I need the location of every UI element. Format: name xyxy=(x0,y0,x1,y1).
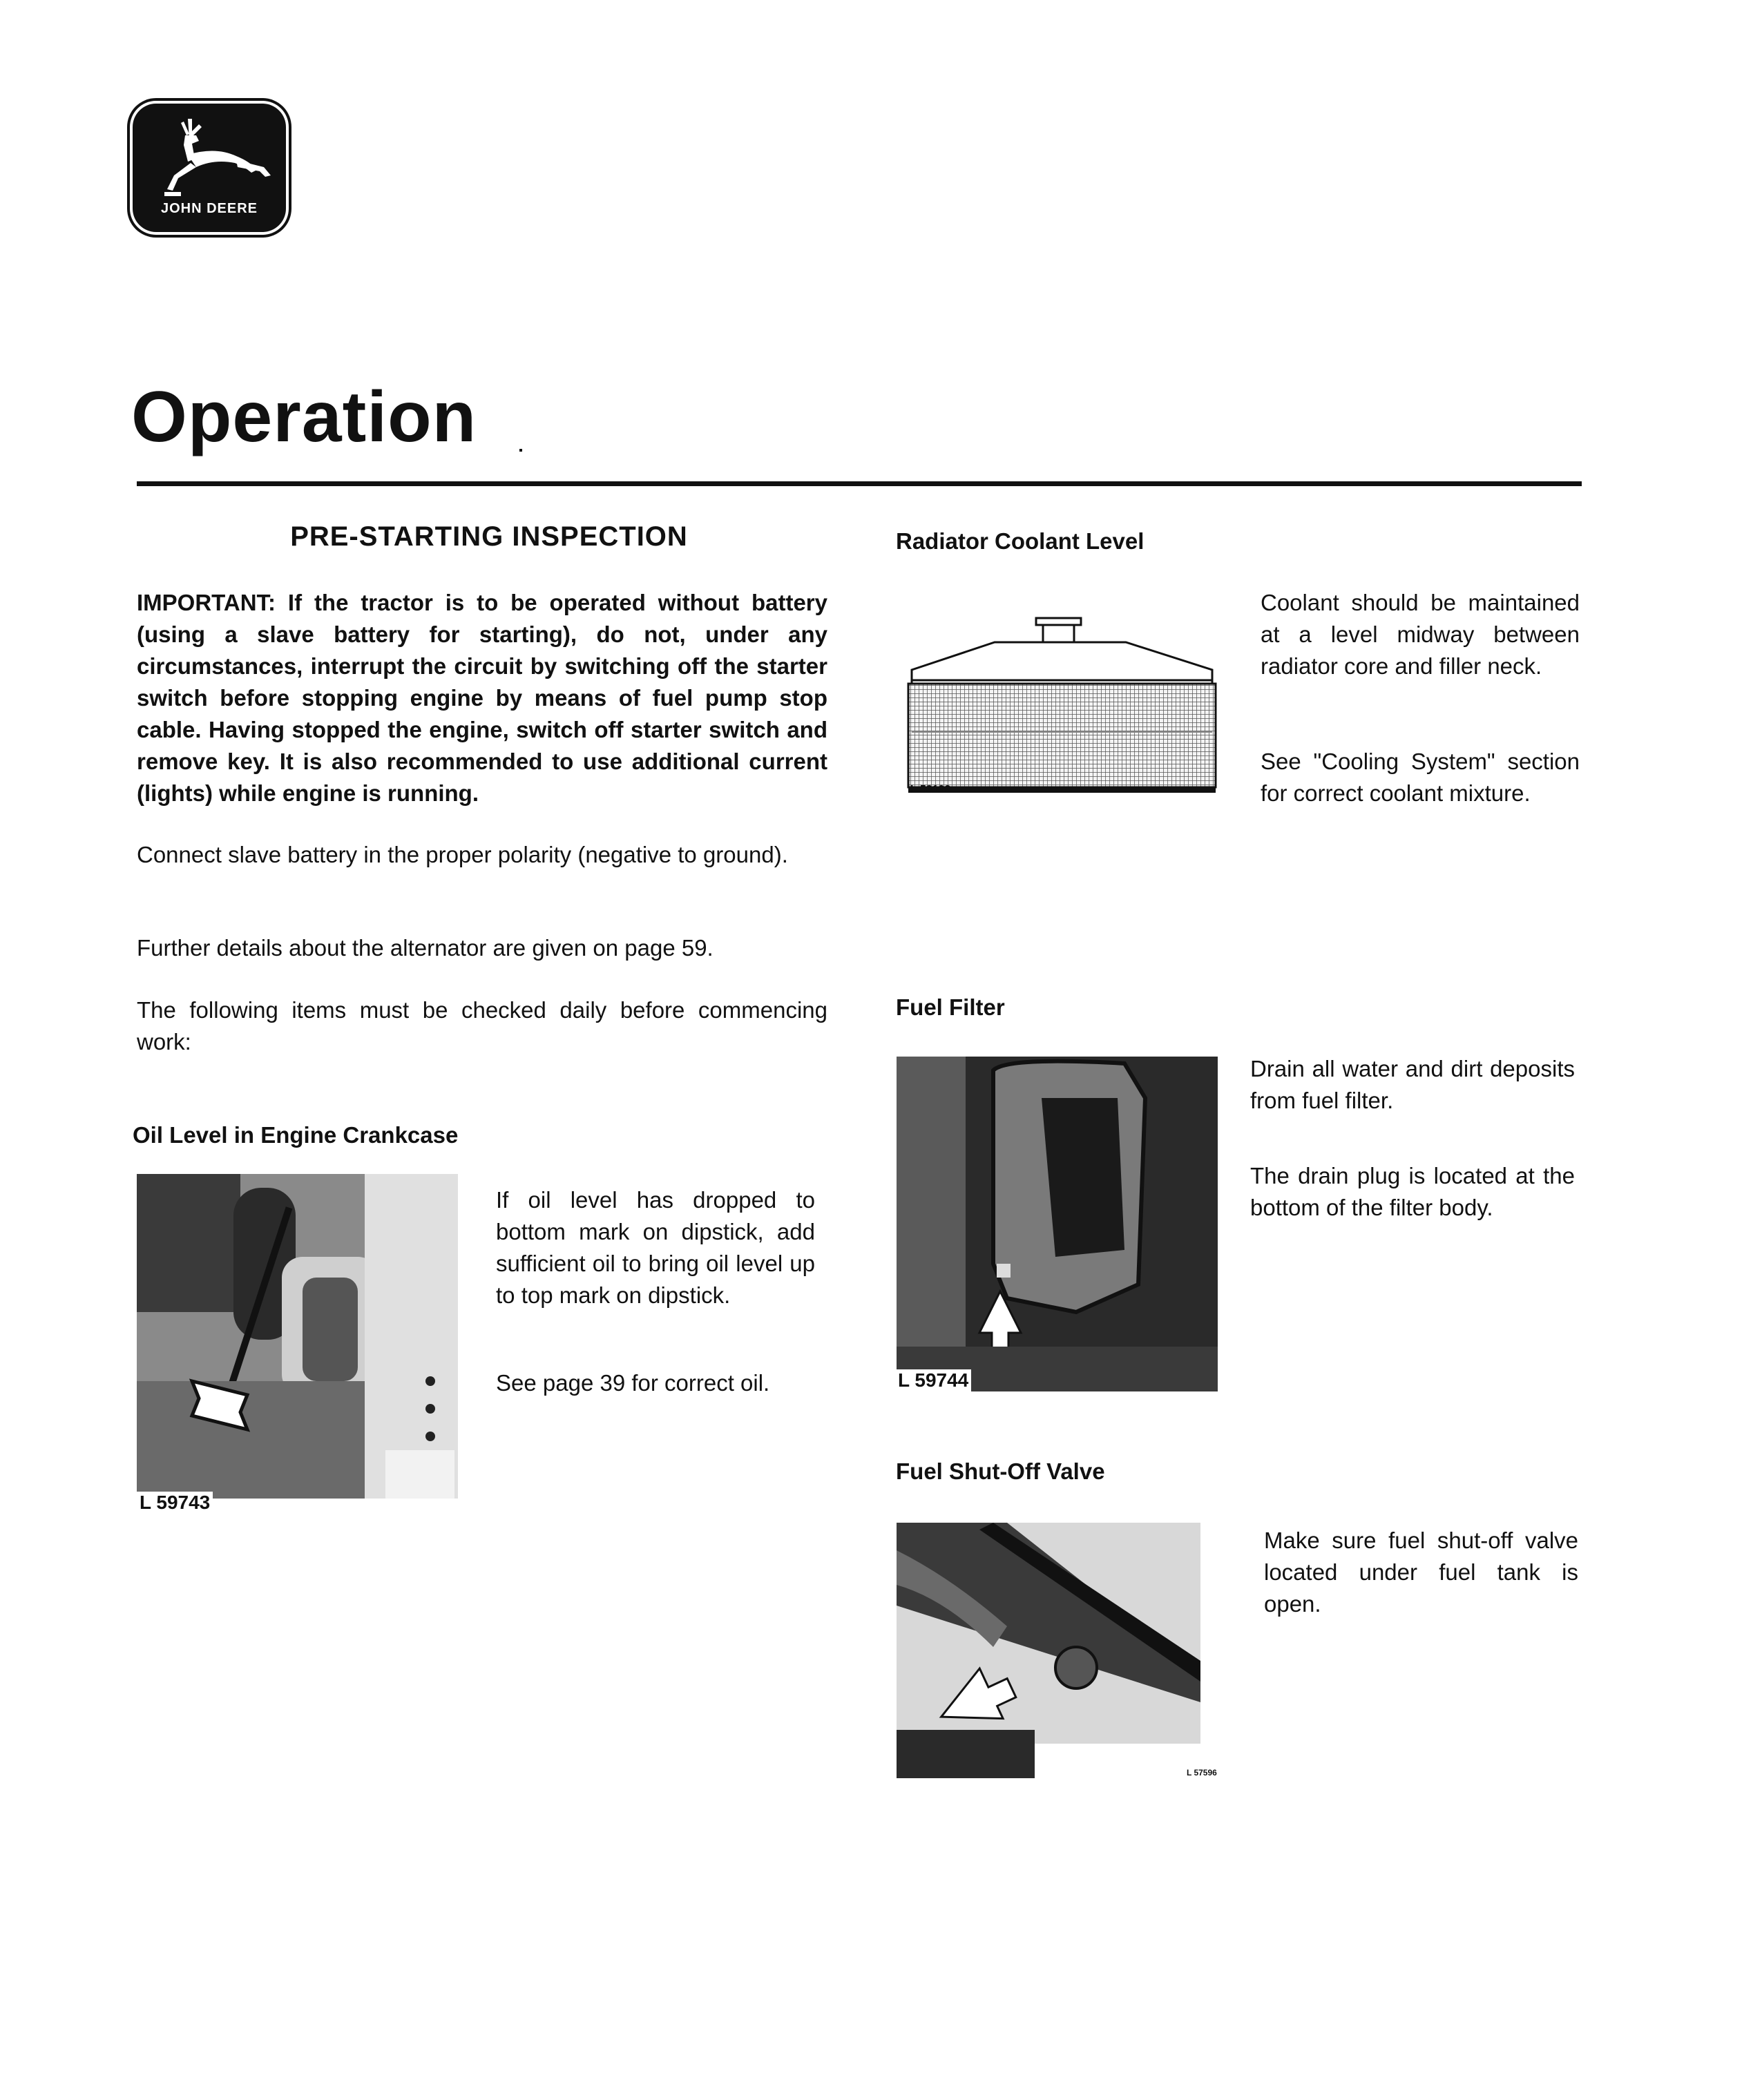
slave-battery-paragraph: Connect slave battery in the proper polarity (negative to ground). xyxy=(137,842,788,867)
oil-spec-text: See page 39 for correct oil. xyxy=(496,1370,770,1396)
oil-figure-id: L 59743 xyxy=(137,1492,213,1514)
john-deere-logo xyxy=(133,104,286,232)
leaping-deer-icon xyxy=(133,104,286,207)
oil-dipstick-photo xyxy=(137,1174,458,1499)
shutoff-valve-heading: Fuel Shut-Off Valve xyxy=(896,1458,1105,1484)
drain-plug-text: The drain plug is located at the bottom of the filter body. xyxy=(1250,1163,1575,1220)
stray-dot xyxy=(519,449,522,452)
daily-check-paragraph: The following items must be checked daily before commencing work: xyxy=(137,997,827,1054)
coolant-level-text: Coolant should be maintained at a level midway between radiator core and filler neck. xyxy=(1261,590,1580,679)
radiator-heading: Radiator Coolant Level xyxy=(896,528,1145,554)
important-notice: IMPORTANT: If the tractor is to be operated without battery (using a slave battery for starting), do not, under any circumstances, interrupt the circuit by switching off the starter switch before stopping engine by means of fuel pump stop cable. Having stopped the engine, switch off starter switch and remove key. It is also recommended to use additional current (lights) while engine is running. xyxy=(137,590,827,806)
fuel-filter-photo xyxy=(897,1057,1218,1391)
radiator-diagram xyxy=(898,615,1226,801)
oil-level-heading: Oil Level in Engine Crankcase xyxy=(133,1122,459,1148)
shutoff-valve-photo xyxy=(897,1523,1200,1778)
fuel-filter-drain-text: Drain all water and dirt deposits from fuel filter. xyxy=(1250,1056,1575,1113)
shutoff-valve-text: Make sure fuel shut-off valve located under fuel tank is open. xyxy=(1264,1528,1578,1617)
logo-text: JOHN DEERE xyxy=(160,201,258,216)
page-title: Operation xyxy=(131,377,477,457)
cooling-system-text: See "Cooling System" section for correct coolant mixture. xyxy=(1261,749,1580,806)
oil-level-text: If oil level has dropped to bottom mark on dipstick, add sufficient oil to bring oil level up to top mark on dipstick. xyxy=(496,1187,815,1308)
alternator-paragraph: Further details about the alternator are given on page 59. xyxy=(137,935,714,961)
fuel-filter-figure-id: L 59744 xyxy=(895,1369,971,1391)
fuel-filter-heading: Fuel Filter xyxy=(896,994,1005,1020)
shutoff-figure-id: L 57596 xyxy=(1187,1768,1217,1778)
radiator-figure-id: L 53193 xyxy=(910,784,951,796)
title-rule xyxy=(137,481,1582,486)
section-heading: PRE-STARTING INSPECTION xyxy=(290,521,688,552)
